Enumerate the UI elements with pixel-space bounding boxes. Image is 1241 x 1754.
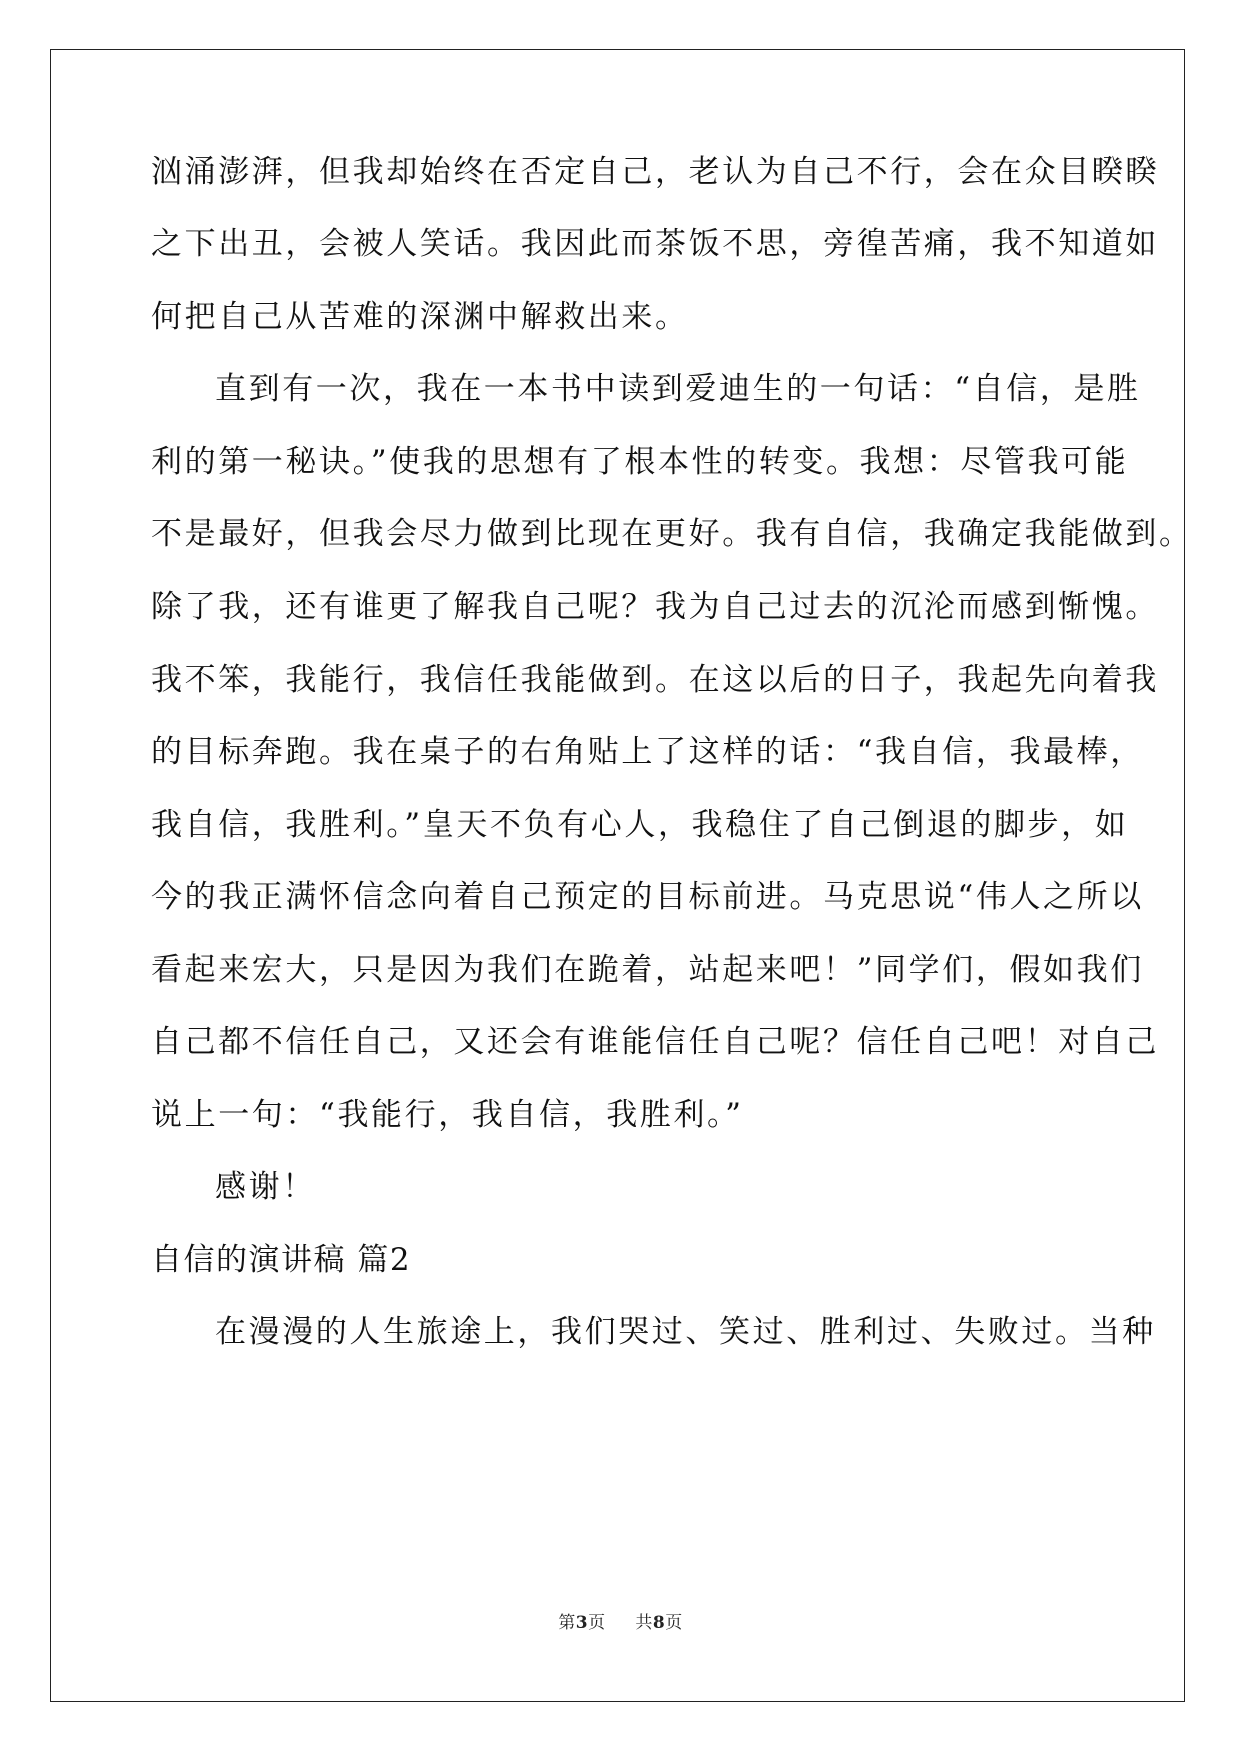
paragraph-line: 的目标奔跑。我在桌子的右角贴上了这样的话：“我自信，我最棒， bbox=[151, 734, 1144, 770]
paragraph-line: 利的第一秘诀。”使我的思想有了根本性的转变。我想：尽管我可能 bbox=[151, 444, 1129, 480]
paragraph-line: 我自信，我胜利。”皇天不负有心人，我稳住了自己倒退的脚步，如 bbox=[151, 807, 1129, 843]
section-heading: 自信的演讲稿 篇2 bbox=[151, 1242, 412, 1278]
closing-thanks: 感谢！ bbox=[215, 1169, 316, 1205]
current-page-number: 3 bbox=[575, 1613, 589, 1633]
paragraph-line: 汹涌澎湃，但我却始终在否定自己，老认为自己不行，会在众目睽睽 bbox=[151, 154, 1159, 190]
paragraph-line: 在漫漫的人生旅途上，我们哭过、笑过、胜利过、失败过。当种 bbox=[215, 1314, 1156, 1350]
total-pages-prefix: 共 bbox=[635, 1613, 653, 1633]
page-number-prefix: 第 bbox=[558, 1613, 576, 1633]
paragraph-line: 何把自己从苦难的深渊中解救出来。 bbox=[151, 299, 689, 335]
paragraph-line: 自己都不信任自己，又还会有谁能信任自己呢？信任自己吧！对自己 bbox=[151, 1024, 1159, 1060]
total-pages-number: 8 bbox=[652, 1613, 666, 1633]
paragraph-line: 说上一句：“我能行，我自信，我胜利。” bbox=[151, 1097, 744, 1133]
total-pages-suffix: 页 bbox=[665, 1613, 683, 1633]
paragraph-line: 之下出丑，会被人笑话。我因此而茶饭不思，旁徨苦痛，我不知道如 bbox=[151, 226, 1159, 262]
paragraph-line: 我不笨，我能行，我信任我能做到。在这以后的日子，我起先向着我 bbox=[151, 662, 1159, 698]
paragraph-line: 不是最好，但我会尽力做到比现在更好。我有自信，我确定我能做到。 bbox=[151, 516, 1193, 552]
paragraph-line: 今的我正满怀信念向着自己预定的目标前进。马克思说“伟人之所以 bbox=[151, 879, 1144, 915]
page-footer bbox=[0, 1608, 1241, 1633]
paragraph-line: 看起来宏大，只是因为我们在跪着，站起来吧！”同学们，假如我们 bbox=[151, 952, 1144, 988]
page-number-suffix: 页 bbox=[588, 1613, 606, 1633]
paragraph-line: 除了我，还有谁更了解我自己呢？我为自己过去的沉沦而感到惭愧。 bbox=[151, 589, 1159, 625]
paragraph-line: 直到有一次，我在一本书中读到爱迪生的一句话：“自信，是胜 bbox=[215, 371, 1141, 407]
